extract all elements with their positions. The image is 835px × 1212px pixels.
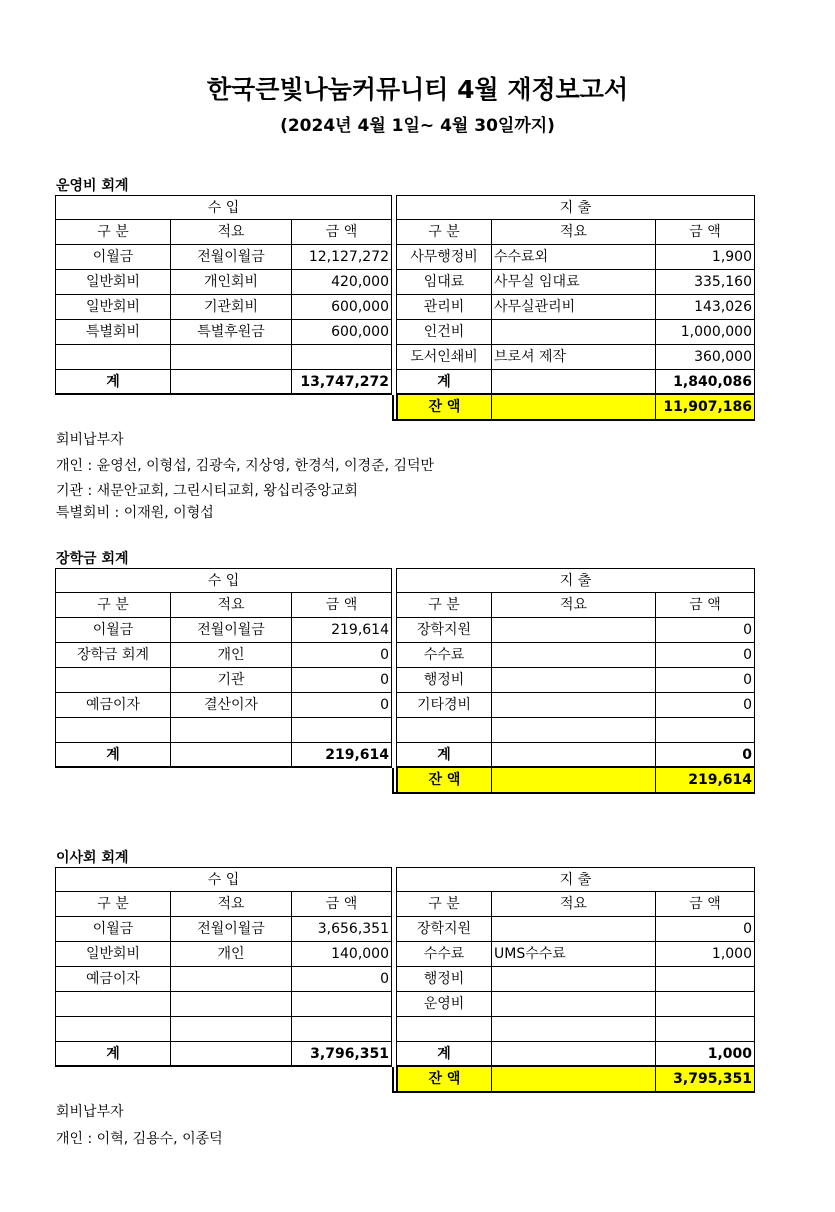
income-amount-cell: 600,000 xyxy=(291,320,392,345)
expense-description-cell: 사무실관리비 xyxy=(491,295,655,320)
expense-category-cell xyxy=(396,718,491,743)
income-amount-cell: 140,000 xyxy=(291,942,392,967)
expense-amount-cell: 1,000 xyxy=(655,942,755,967)
expense-total-label: 계 xyxy=(396,743,491,768)
table-row xyxy=(55,917,755,942)
expense-amount-cell: 143,026 xyxy=(655,295,755,320)
income-category-cell: 특별회비 xyxy=(55,320,170,345)
header-row-columns xyxy=(55,220,755,245)
expense-total-blank xyxy=(491,743,655,768)
balance-amount: 219,614 xyxy=(655,768,755,794)
income-total-blank xyxy=(170,370,291,395)
income-total-amount: 13,747,272 xyxy=(291,370,392,395)
income-description-cell xyxy=(170,345,291,370)
income-category-cell xyxy=(55,1017,170,1042)
column-header-amount: 금 액 xyxy=(291,892,392,917)
income-description-cell: 전월이월금 xyxy=(170,917,291,942)
total-row xyxy=(55,743,755,768)
income-description-cell: 기관회비 xyxy=(170,295,291,320)
balance-amount: 11,907,186 xyxy=(655,395,755,421)
column-header-description: 적요 xyxy=(491,220,655,245)
expense-total-amount: 1,000 xyxy=(655,1042,755,1067)
income-description-cell: 개인 xyxy=(170,942,291,967)
income-total-blank xyxy=(170,743,291,768)
expense-description-cell xyxy=(491,1017,655,1042)
expense-category-cell: 행정비 xyxy=(396,668,491,693)
expense-category-cell: 임대료 xyxy=(396,270,491,295)
column-header-amount: 금 액 xyxy=(291,220,392,245)
income-amount-cell xyxy=(291,718,392,743)
column-header-amount: 금 액 xyxy=(291,593,392,618)
income-amount-cell: 12,127,272 xyxy=(291,245,392,270)
table-row xyxy=(55,718,755,743)
expense-description-cell xyxy=(491,668,655,693)
table-row xyxy=(55,992,755,1017)
expense-description-cell xyxy=(491,320,655,345)
section-title-scholarship: 장학금 회계 xyxy=(56,551,129,567)
total-row xyxy=(55,370,755,395)
expense-header: 지 출 xyxy=(396,867,755,892)
expense-category-cell: 수수료 xyxy=(396,643,491,668)
table-row xyxy=(55,1017,755,1042)
income-total-label: 계 xyxy=(55,743,170,768)
table-row xyxy=(55,693,755,718)
column-header-amount: 금 액 xyxy=(655,220,755,245)
expense-amount-cell: 0 xyxy=(655,917,755,942)
header-row-main xyxy=(55,867,755,892)
expense-category-cell: 장학지원 xyxy=(396,618,491,643)
column-header-category: 구 분 xyxy=(396,593,491,618)
report-title: 한국큰빛나눔커뮤니티 4월 재정보고서 xyxy=(206,75,629,104)
expense-category-cell: 인건비 xyxy=(396,320,491,345)
table-row xyxy=(55,967,755,992)
income-header: 수 입 xyxy=(55,568,392,593)
header-row-main xyxy=(55,568,755,593)
column-header-description: 적요 xyxy=(170,220,291,245)
report-period: (2024년 4월 1일~ 4월 30일까지) xyxy=(280,116,555,136)
column-header-description: 적요 xyxy=(170,892,291,917)
expense-amount-cell: 335,160 xyxy=(655,270,755,295)
balance-blank xyxy=(491,768,655,794)
expense-category-cell: 운영비 xyxy=(396,992,491,1017)
income-category-cell xyxy=(55,345,170,370)
table-row xyxy=(55,270,755,295)
income-amount-cell: 219,614 xyxy=(291,618,392,643)
expense-header: 지 출 xyxy=(396,568,755,593)
income-category-cell: 일반회비 xyxy=(55,270,170,295)
income-amount-cell: 0 xyxy=(291,668,392,693)
expense-description-cell xyxy=(491,718,655,743)
expense-amount-cell: 1,900 xyxy=(655,245,755,270)
expense-category-cell: 행정비 xyxy=(396,967,491,992)
expense-description-cell xyxy=(491,693,655,718)
income-description-cell: 전월이월금 xyxy=(170,245,291,270)
balance-label: 잔 액 xyxy=(396,395,491,421)
column-header-category: 구 분 xyxy=(396,220,491,245)
income-total-label: 계 xyxy=(55,370,170,395)
expense-amount-cell xyxy=(655,1017,755,1042)
expense-amount-cell: 0 xyxy=(655,643,755,668)
income-total-amount: 219,614 xyxy=(291,743,392,768)
expense-amount-cell: 0 xyxy=(655,668,755,693)
table-row xyxy=(55,668,755,693)
expense-category-cell: 도서인쇄비 xyxy=(396,345,491,370)
income-description-cell xyxy=(170,967,291,992)
income-amount-cell: 0 xyxy=(291,643,392,668)
income-category-cell: 이월금 xyxy=(55,917,170,942)
payers-special: 특별회비 : 이재원, 이형섭 xyxy=(56,505,214,521)
payers-heading-board: 회비납부자 xyxy=(56,1104,124,1120)
column-header-description: 적요 xyxy=(491,892,655,917)
income-total-blank xyxy=(170,1042,291,1067)
expense-description-cell: 브로셔 제작 xyxy=(491,345,655,370)
expense-category-cell xyxy=(396,1017,491,1042)
income-amount-cell xyxy=(291,1017,392,1042)
expense-total-amount: 1,840,086 xyxy=(655,370,755,395)
income-amount-cell: 420,000 xyxy=(291,270,392,295)
balance-label: 잔 액 xyxy=(396,1067,491,1093)
expense-header: 지 출 xyxy=(396,195,755,220)
income-description-cell xyxy=(170,992,291,1017)
income-category-cell: 일반회비 xyxy=(55,942,170,967)
expense-description-cell: UMS수수료 xyxy=(491,942,655,967)
payers-individual-board: 개인 : 이혁, 김용수, 이종덕 xyxy=(56,1131,223,1147)
balance-blank xyxy=(491,1067,655,1093)
expense-description-cell xyxy=(491,967,655,992)
income-description-cell: 개인회비 xyxy=(170,270,291,295)
column-header-category: 구 분 xyxy=(55,220,170,245)
table-row xyxy=(55,643,755,668)
income-category-cell: 일반회비 xyxy=(55,295,170,320)
expense-total-label: 계 xyxy=(396,1042,491,1067)
column-header-description: 적요 xyxy=(491,593,655,618)
income-description-cell: 결산이자 xyxy=(170,693,291,718)
expense-category-cell: 기타경비 xyxy=(396,693,491,718)
column-header-category: 구 분 xyxy=(55,593,170,618)
expense-category-cell: 사무행정비 xyxy=(396,245,491,270)
income-description-cell: 개인 xyxy=(170,643,291,668)
income-description-cell: 기관 xyxy=(170,668,291,693)
table-row xyxy=(55,345,755,370)
expense-amount-cell xyxy=(655,992,755,1017)
balance-blank xyxy=(491,395,655,421)
balance-row xyxy=(392,395,755,421)
income-category-cell: 이월금 xyxy=(55,245,170,270)
payers-institution: 기관 : 새문안교회, 그린시티교회, 왕십리중앙교회 xyxy=(56,483,358,499)
expense-description-cell xyxy=(491,917,655,942)
income-category-cell: 예금이자 xyxy=(55,693,170,718)
header-row-columns xyxy=(55,892,755,917)
expense-category-cell: 수수료 xyxy=(396,942,491,967)
total-row xyxy=(55,1042,755,1067)
expense-total-amount: 0 xyxy=(655,743,755,768)
income-amount-cell xyxy=(291,345,392,370)
income-amount-cell: 3,656,351 xyxy=(291,917,392,942)
expense-amount-cell: 360,000 xyxy=(655,345,755,370)
column-header-amount: 금 액 xyxy=(655,892,755,917)
expense-category-cell: 장학지원 xyxy=(396,917,491,942)
balance-amount: 3,795,351 xyxy=(655,1067,755,1093)
table-row xyxy=(55,295,755,320)
income-header: 수 입 xyxy=(55,867,392,892)
balance-row xyxy=(392,768,755,794)
expense-total-label: 계 xyxy=(396,370,491,395)
section-title-board: 이사회 회계 xyxy=(56,850,129,866)
income-category-cell xyxy=(55,668,170,693)
income-amount-cell: 600,000 xyxy=(291,295,392,320)
income-category-cell: 장학금 회계 xyxy=(55,643,170,668)
expense-description-cell xyxy=(491,992,655,1017)
income-description-cell: 전월이월금 xyxy=(170,618,291,643)
income-description-cell xyxy=(170,1017,291,1042)
income-description-cell: 특별후원금 xyxy=(170,320,291,345)
expense-total-blank xyxy=(491,370,655,395)
balance-row xyxy=(392,1067,755,1093)
income-description-cell xyxy=(170,718,291,743)
expense-description-cell: 수수료외 xyxy=(491,245,655,270)
income-category-cell: 이월금 xyxy=(55,618,170,643)
expense-amount-cell xyxy=(655,718,755,743)
income-amount-cell: 0 xyxy=(291,693,392,718)
expense-amount-cell: 0 xyxy=(655,618,755,643)
income-total-label: 계 xyxy=(55,1042,170,1067)
income-category-cell: 예금이자 xyxy=(55,967,170,992)
payers-heading: 회비납부자 xyxy=(56,432,124,448)
expense-total-blank xyxy=(491,1042,655,1067)
income-amount-cell: 0 xyxy=(291,967,392,992)
column-header-amount: 금 액 xyxy=(655,593,755,618)
balance-label: 잔 액 xyxy=(396,768,491,794)
income-header: 수 입 xyxy=(55,195,392,220)
column-header-category: 구 분 xyxy=(55,892,170,917)
expense-description-cell xyxy=(491,643,655,668)
income-amount-cell xyxy=(291,992,392,1017)
column-header-category: 구 분 xyxy=(396,892,491,917)
table-row xyxy=(55,942,755,967)
table-row xyxy=(55,245,755,270)
header-row-columns xyxy=(55,593,755,618)
table-row xyxy=(55,320,755,345)
expense-amount-cell xyxy=(655,967,755,992)
expense-description-cell: 사무실 임대료 xyxy=(491,270,655,295)
section-title-operating: 운영비 회계 xyxy=(56,178,129,194)
expense-amount-cell: 1,000,000 xyxy=(655,320,755,345)
expense-description-cell xyxy=(491,618,655,643)
income-category-cell xyxy=(55,718,170,743)
income-category-cell xyxy=(55,992,170,1017)
expense-category-cell: 관리비 xyxy=(396,295,491,320)
header-row-main xyxy=(55,195,755,220)
income-total-amount: 3,796,351 xyxy=(291,1042,392,1067)
column-header-description: 적요 xyxy=(170,593,291,618)
expense-amount-cell: 0 xyxy=(655,693,755,718)
payers-individual: 개인 : 윤영선, 이형섭, 김광숙, 지상영, 한경석, 이경준, 김덕만 xyxy=(56,458,435,474)
table-row xyxy=(55,618,755,643)
